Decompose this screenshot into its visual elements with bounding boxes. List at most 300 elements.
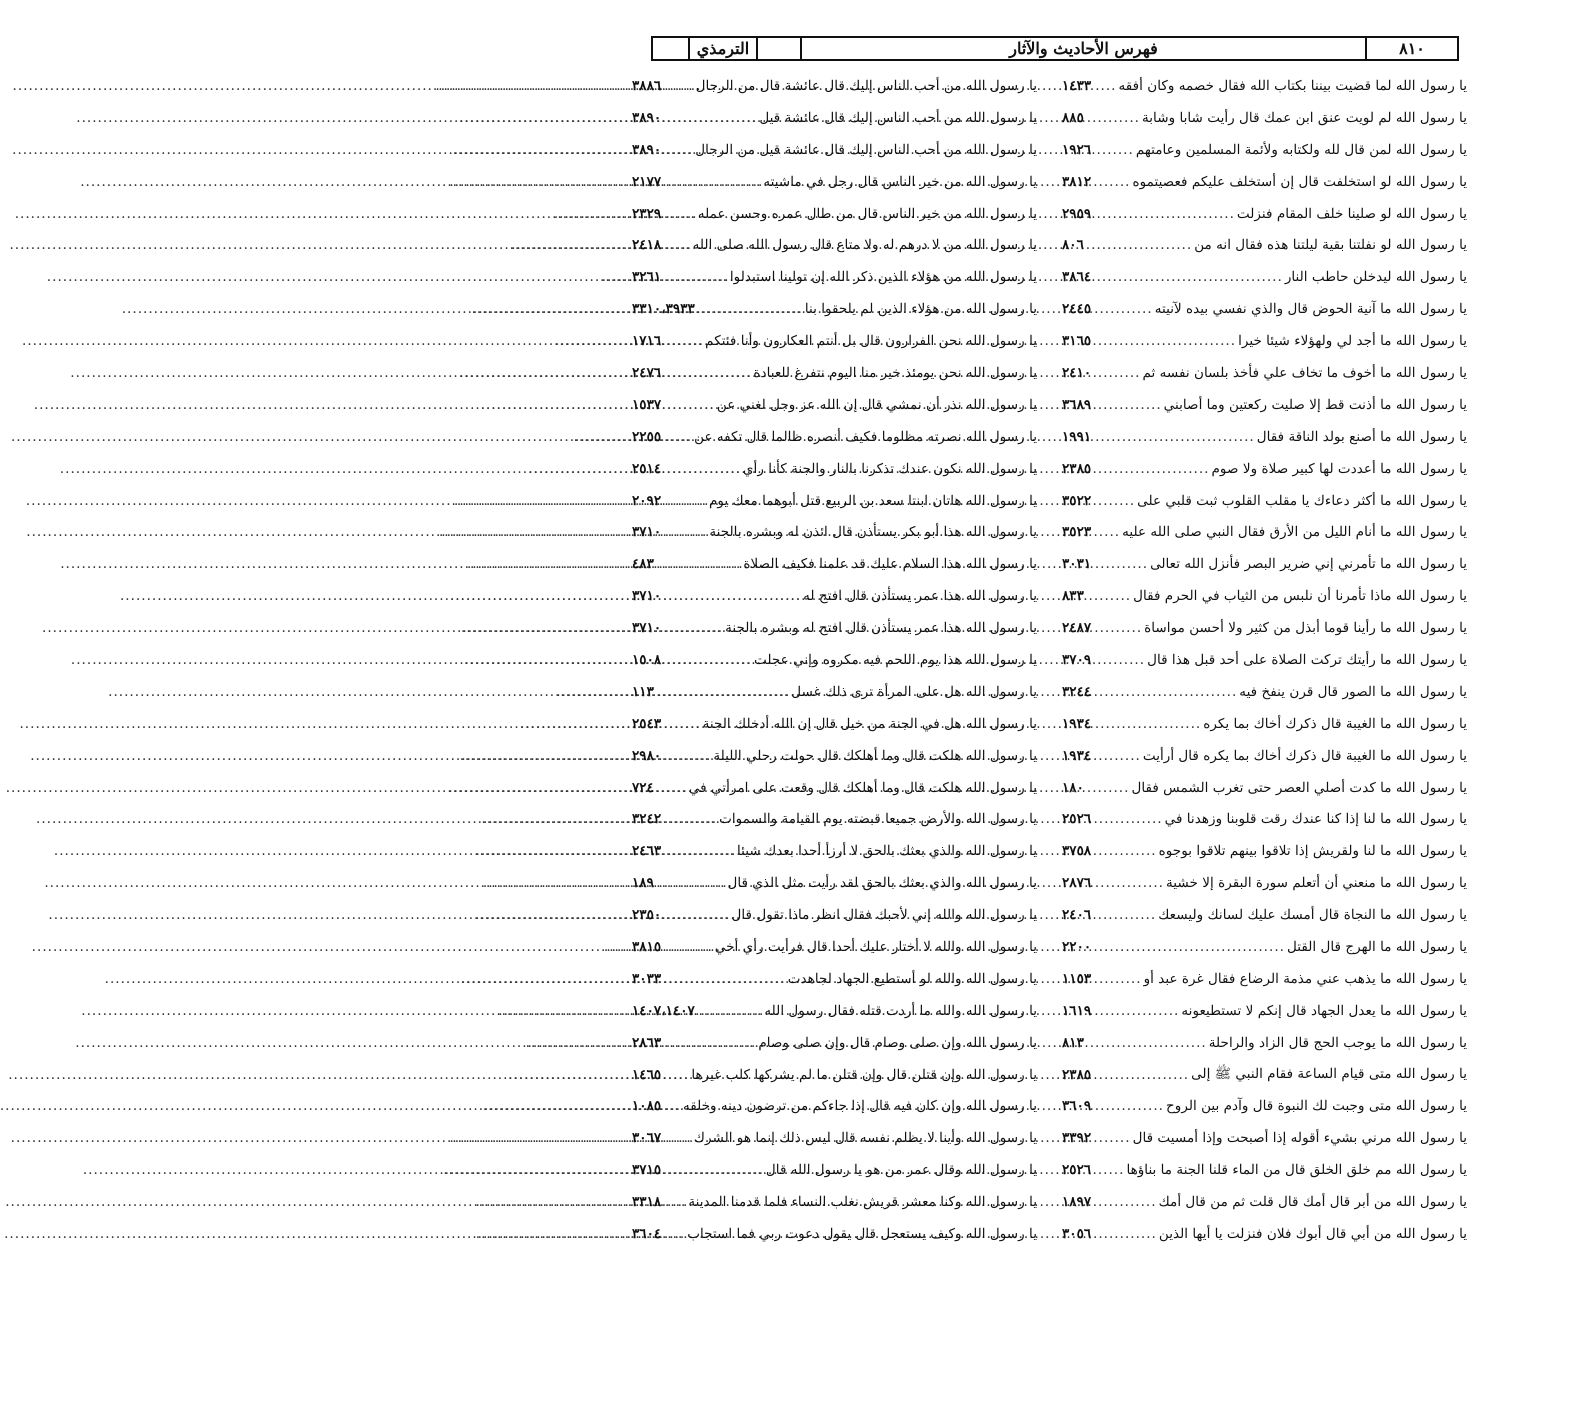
entry-text: يا رسول الله والذي بعثك بالحق لقد رأيت مثل الذي قال xyxy=(727,875,1037,892)
entry-reference: ١٩٣٤ xyxy=(1062,747,1092,764)
index-entry xyxy=(632,1059,1037,1091)
entry-reference: ٨٣٣ xyxy=(1062,588,1084,605)
entry-reference: ٣٨٩٠ xyxy=(632,141,662,158)
entry-text: يا رسول الله لو استخلفت قال إن أستخلف عليكم فعصيتموه xyxy=(1132,173,1467,190)
leader-dots xyxy=(663,716,700,732)
index-entry xyxy=(632,899,1037,931)
entry-reference: ٢٣٢٩ xyxy=(632,205,662,222)
index-entry xyxy=(1062,931,1467,963)
leader-dots xyxy=(663,588,801,604)
entry-text: يا رسول الله ما يذهب عني مذمة الرضاع فقال غرة عبد أو xyxy=(1143,970,1467,987)
leader-dots xyxy=(1093,461,1209,477)
index-entry xyxy=(632,580,1037,612)
entry-text: يا رسول الله والله ما أردت قتله فقال رسول الله xyxy=(764,1002,1037,1019)
entry-text: يا رسول الله ما الغيبة قال ذكرك أخاك بما يكره xyxy=(1203,715,1467,732)
leader-dots xyxy=(663,1098,681,1114)
leader-dots xyxy=(663,907,729,923)
entry-reference: ٨١٣ xyxy=(1062,1034,1084,1051)
entry-text: يا رسول الله وأينا لا يظلم نفسه قال ليس ذلك إنما هو الشرك xyxy=(693,1130,1037,1147)
entry-text: يا رسول الله نصرته مظلوما فكيف أنصره ظالما قال تكفه عن xyxy=(694,428,1037,445)
index-entry xyxy=(632,676,1037,708)
leader-dots xyxy=(697,301,803,317)
leader-dots xyxy=(663,78,693,94)
entry-reference: ٣٧٥٨ xyxy=(1062,843,1092,860)
entry-text: يا رسول الله وكيف يستعجل قال يقول دعوت ربي فما استجاب xyxy=(687,1226,1037,1242)
leader-dots xyxy=(663,843,735,859)
leader-dots xyxy=(1093,1194,1156,1210)
entry-reference: ٣٥٢٢ xyxy=(1062,492,1092,509)
leader-dots xyxy=(1093,1130,1130,1146)
entry-reference: ٤٨٣ xyxy=(632,556,654,573)
entry-reference: ١٧١٦ xyxy=(632,333,662,350)
page-title: فهرس الأحاديث والآثار xyxy=(800,38,1365,59)
index-entry xyxy=(632,134,1037,166)
entry-text: يا رسول الله نذر أن نمشي قال إن الله عز وجل لغني عن xyxy=(716,396,1037,413)
entry-text: يا رسول الله لمن قال لله ولكتابه ولأئمة المسلمين وعامتهم xyxy=(1135,141,1467,158)
entry-reference: ٢٢٠٠ xyxy=(1062,938,1092,955)
index-entry xyxy=(1062,644,1467,676)
index-entry xyxy=(632,803,1037,835)
right-column xyxy=(1062,70,1467,1270)
leader-dots xyxy=(1093,1162,1124,1178)
index-entry xyxy=(1062,867,1467,899)
entry-reference: ٣٥٢٣ xyxy=(1062,524,1092,541)
entry-reference: ٣٣١٨ xyxy=(632,1194,662,1211)
entry-reference: ٣٦٨٩ xyxy=(1062,396,1092,413)
entry-text: يا رسول الله ما أصنع بولد الناقة فقال xyxy=(1256,428,1467,445)
entry-reference: ٣٢٤٤ xyxy=(1062,683,1092,700)
entry-text: يا رسول الله والأرض جميعا قبضته يوم القيامة والسموات xyxy=(719,811,1037,828)
leader-dots xyxy=(1093,365,1140,381)
leader-dots xyxy=(1093,652,1145,668)
entry-reference: ٣٧١٠ xyxy=(632,588,662,605)
leader-dots xyxy=(663,365,751,381)
entry-text: يا رسول الله هل في الجنة من خيل قال إن الله أدخلك الجنة xyxy=(702,715,1037,732)
entry-text: يا رسول الله والذي بعثك بالحق لا أرزأ أحدا بعدك شيئا xyxy=(737,843,1037,860)
leader-dots xyxy=(1093,875,1164,891)
index-entry xyxy=(1062,1027,1467,1059)
index-entry xyxy=(632,1154,1037,1186)
leader-dots xyxy=(663,1130,692,1146)
index-entry xyxy=(632,166,1037,198)
entry-text: يا رسول الله ما أخوف ما تخاف علي فأخذ بلسان نفسه ثم xyxy=(1142,364,1467,381)
entry-text: يا رسول الله ما الهرج قال القتل xyxy=(1286,938,1467,955)
entry-text: يا رسول الله والله لو أستطيع الجهاد لجاهدت xyxy=(787,970,1037,987)
index-entry xyxy=(632,1027,1037,1059)
entry-text: يا رسول الله ما أكثر دعاءك يا مقلب القلوب ثبت قلبي على xyxy=(1137,492,1467,509)
entry-reference: ١٥٠٨ xyxy=(632,651,662,668)
entry-reference: ١٨٩ xyxy=(632,875,654,892)
entry-reference: ٣٨٩٠ xyxy=(632,109,662,126)
entry-reference: ٢٤٧٦ xyxy=(632,364,662,381)
leader-dots xyxy=(663,397,715,413)
index-entry xyxy=(1062,963,1467,995)
index-entry xyxy=(632,485,1037,517)
entry-text: يا رسول الله والله لا أختار عليك أحدا قال فرأيت رأي أخي xyxy=(714,938,1037,955)
leader-dots xyxy=(663,206,696,222)
index-entry xyxy=(1062,548,1467,580)
entry-text: يا رسول الله من لا درهم له ولا متاع قال رسول الله صلى الله xyxy=(692,237,1037,254)
leader-dots xyxy=(663,620,723,636)
entry-reference: ٢٤٦٣ xyxy=(632,843,662,860)
entry-reference: ٢٨٦٣ xyxy=(632,1034,662,1051)
entry-reference: ٣٧١٠ xyxy=(632,620,662,637)
leader-dots xyxy=(1086,588,1131,604)
entry-text: يا رسول الله وإن صلى وصام قال وإن صلى وصام xyxy=(758,1034,1037,1051)
entry-reference: ٢٥١٤ xyxy=(632,460,662,477)
entry-reference: ٢٨٧٦ xyxy=(1062,875,1092,892)
entry-text: يا رسول الله من خير الناس قال من طال عمره وحسن عمله xyxy=(697,205,1037,222)
index-entry xyxy=(1062,389,1467,421)
index-entry xyxy=(632,453,1037,485)
entry-reference: ٣٨١٥ xyxy=(632,938,662,955)
leader-dots xyxy=(1093,142,1134,158)
leader-dots xyxy=(1093,620,1142,636)
entry-text: يا رسول الله ليدخلن حاطب النار xyxy=(1284,269,1467,286)
leader-dots xyxy=(1093,429,1255,445)
entry-reference: ٣١٦٥ xyxy=(1062,333,1092,350)
entry-reference: ٣٢٤٢ xyxy=(632,811,662,828)
leader-dots xyxy=(1093,269,1283,285)
entry-text: يا رسول الله ما يعدل الجهاد قال إنكم لا تستطيعونه xyxy=(1181,1002,1467,1019)
entry-text: يا رسول الله وإن قتلن قال وإن قتلن ما لم يشركها كلب غيرها xyxy=(691,1066,1037,1083)
index-entry xyxy=(1062,1154,1467,1186)
entry-text: يا رسول الله لما قضيت بيننا بكتاب الله فقال خصمه وكان أفقه xyxy=(1118,77,1467,94)
entry-reference: ٣٣٩٢ xyxy=(1062,1130,1092,1147)
index-entry xyxy=(632,357,1037,389)
index-entry xyxy=(632,835,1037,867)
index-entry xyxy=(1062,803,1467,835)
index-entry xyxy=(632,963,1037,995)
entry-text: يا رسول الله ما لنا ولقريش إذا تلاقوا بينهم تلاقوا بوجوه xyxy=(1158,843,1467,860)
left-column xyxy=(632,70,1037,1270)
entry-text: يا رسول الله وكنا معشر قريش نغلب النساء فلما قدمنا المدينة xyxy=(688,1194,1037,1211)
leader-dots xyxy=(1093,1067,1189,1083)
entry-text: يا رسول الله ما أنام الليل من الأرق فقال النبي صلى الله عليه xyxy=(1122,524,1467,541)
entry-reference: ١٤٦٥ xyxy=(632,1066,662,1083)
entry-reference: ٣٠٥٦ xyxy=(1062,1226,1092,1242)
entry-reference: ١١٣ xyxy=(632,683,654,700)
entry-text: يا رسول الله نحن الفرارون قال بل أنتم العكارون وأنا فئتكم xyxy=(705,333,1037,350)
leader-dots xyxy=(663,429,692,445)
entry-reference: ٣٠٦٧ xyxy=(632,1130,662,1147)
entry-text: يا رسول الله والله إني لأحبك فقال انظر ماذا تقول قال xyxy=(731,907,1037,924)
entry-reference: ٣٠٣١ xyxy=(1062,556,1092,573)
entry-text: يا رسول الله ما آنية الحوض قال والذي نفسي بيده لآنيته xyxy=(1154,301,1467,318)
entry-text: يا رسول الله هذا السلام عليك قد علمنا فكيف الصلاة xyxy=(743,556,1037,573)
leader-dots xyxy=(1093,493,1135,509)
index-entry xyxy=(632,102,1037,134)
leader-dots xyxy=(697,1003,763,1019)
index-entry xyxy=(632,931,1037,963)
entry-reference: ٢٣٥٠ xyxy=(632,907,662,924)
index-entry xyxy=(1062,995,1467,1027)
leader-dots xyxy=(1093,811,1162,827)
entry-reference: ٣٨١٢ xyxy=(1062,173,1092,190)
leader-dots xyxy=(663,1035,756,1051)
index-entry xyxy=(632,261,1037,293)
entry-reference: ٨٠٦ xyxy=(1062,237,1084,254)
entry-reference: ١٩٣٤ xyxy=(1062,715,1092,732)
index-entry xyxy=(632,1218,1037,1250)
book-name: الترمذي xyxy=(688,38,758,59)
index-entry xyxy=(1062,835,1467,867)
entry-text: يا رسول الله لو نفلتنا بقية ليلتنا هذه فقال انه من xyxy=(1194,237,1467,254)
leader-dots xyxy=(1093,1226,1157,1242)
index-entry xyxy=(1062,1122,1467,1154)
entry-text: يا رسول الله من هؤلاء الذين ذكر الله إن تولينا استبدلوا xyxy=(729,269,1037,286)
entry-text: يا رسول الله ما النجاة قال أمسك عليك لسانك وليسعك xyxy=(1158,907,1467,924)
index-entry xyxy=(632,548,1037,580)
entry-reference: ٣٠٣٣ xyxy=(632,970,662,987)
entry-reference: ٢٩٥٩ xyxy=(1062,205,1092,222)
entry-text: يا رسول الله نكون عندك تذكرنا بالنار والجنة كأنا رأي xyxy=(742,460,1037,477)
index-entry xyxy=(1062,166,1467,198)
leader-dots xyxy=(663,1067,689,1083)
index-entry xyxy=(1062,580,1467,612)
entry-text: يا رسول الله ما أذنت قط إلا صليت ركعتين وما أصابني xyxy=(1163,396,1467,413)
entry-text: يا رسول الله ماذا تأمرنا أن نلبس من الثياب في الحرم فقال xyxy=(1133,588,1467,605)
entry-reference: ١٨٩٧ xyxy=(1062,1194,1092,1211)
leader-dots xyxy=(1093,716,1201,732)
index-entry xyxy=(632,516,1037,548)
entry-text: يا رسول الله هلكت قال وما أهلكك قال حولت رحلي الليلة xyxy=(713,747,1037,764)
index-entry xyxy=(1062,293,1467,325)
entry-text: يا رسول الله لم لويت عنق ابن عمك قال رأيت شابا وشابة xyxy=(1141,109,1467,126)
entry-text: يا رسول الله من أحب الناس إليك قال عائشة قال من الرجال xyxy=(695,77,1037,94)
index-entry xyxy=(1062,357,1467,389)
index-entry xyxy=(632,1122,1037,1154)
index-entry xyxy=(1062,70,1467,102)
index-entry xyxy=(1062,229,1467,261)
entry-text: يا رسول الله ما الصور قال قرن ينفخ فيه xyxy=(1239,683,1467,700)
index-entry xyxy=(1062,708,1467,740)
index-entry xyxy=(1062,1059,1467,1091)
entry-reference: ٢١٧٧ xyxy=(632,173,662,190)
entry-text: يا رسول الله وقال عمر من هو يا رسول الله قال xyxy=(765,1162,1037,1179)
leader-dots xyxy=(656,684,789,700)
entry-reference: ١١٥٣ xyxy=(1062,970,1092,987)
entry-reference: ٢٥٢٦ xyxy=(1062,811,1092,828)
index-entry xyxy=(632,421,1037,453)
leader-dots xyxy=(663,269,728,285)
entry-reference: ٣٧١٥ xyxy=(632,1162,662,1179)
entry-reference: ٢٤٨٧ xyxy=(1062,620,1092,637)
entry-text: يا رسول الله من أحب الناس إليك قال عائشة قيل xyxy=(759,109,1037,126)
entry-text: يا رسول الله متى وجبت لك النبوة قال وآدم بين الروح xyxy=(1165,1098,1467,1115)
index-entry xyxy=(632,708,1037,740)
entry-reference: ١٥٣٧ xyxy=(632,396,662,413)
entry-reference: ٢٤٠٦ xyxy=(1062,907,1092,924)
entry-reference: ٢٢٥٥ xyxy=(632,428,662,445)
entry-text: يا رسول الله نحن يومئذ خير منا اليوم نتفرغ للعبادة xyxy=(753,364,1037,381)
leader-dots xyxy=(1093,843,1156,859)
entry-text: يا رسول الله ما كدت أصلي العصر حتى تغرب الشمس فقال xyxy=(1131,779,1467,796)
entry-reference: ٣٨٨٦ xyxy=(632,77,662,94)
leader-dots xyxy=(1093,174,1130,190)
index-entry xyxy=(1062,1186,1467,1218)
index-entry xyxy=(1062,740,1467,772)
leader-dots xyxy=(663,1226,685,1242)
leader-dots xyxy=(1093,301,1152,317)
leader-dots xyxy=(663,237,690,253)
entry-reference: ٧٢٤ xyxy=(632,779,654,796)
entry-text: يا رسول الله مم خلق الخلق قال من الماء قلنا الجنة ما بناؤها xyxy=(1126,1162,1467,1179)
index-entry xyxy=(632,70,1037,102)
leader-dots xyxy=(663,110,757,126)
entry-reference: ١٨٠ xyxy=(1062,779,1084,796)
leader-dots xyxy=(1093,1098,1164,1114)
index-entry xyxy=(1062,421,1467,453)
entry-text: يا رسول الله من أبر قال أمك قال قلت ثم من قال أمك xyxy=(1158,1194,1467,1211)
leader-dots xyxy=(1086,1035,1207,1051)
entry-reference: ١٠٨٥ xyxy=(632,1098,662,1115)
leader-dots xyxy=(656,875,726,891)
entry-text: يا رسول الله هلكت قال وما أهلكك قال وقعت على امرأتي في xyxy=(688,779,1037,796)
index-entry xyxy=(632,772,1037,804)
entry-reference: ٢٠٩٢ xyxy=(632,492,662,509)
leader-dots xyxy=(1093,333,1236,349)
entry-text: يا رسول الله وإن كان فيه قال إذا جاءكم من ترضون دينه وخلقه xyxy=(682,1098,1037,1115)
entry-reference: ١٩٢٦ xyxy=(1062,141,1092,158)
index-entry xyxy=(1062,516,1467,548)
index-entry xyxy=(1062,134,1467,166)
leader-dots xyxy=(656,780,687,796)
leader-dots xyxy=(1093,206,1235,222)
header-spacer xyxy=(758,38,800,59)
index-entry xyxy=(1062,772,1467,804)
entry-text: يا رسول الله من أبي قال أبوك فلان فنزلت يا أيها الذين xyxy=(1158,1226,1467,1242)
index-entry xyxy=(1062,453,1467,485)
header-edge xyxy=(653,38,688,59)
entry-reference: ١٤٣٣ xyxy=(1062,77,1092,94)
leader-dots xyxy=(1093,907,1156,923)
entry-text: يا رسول الله ما رأيتك تركت الصلاة على أحد قبل هذا قال xyxy=(1147,651,1467,668)
leader-dots xyxy=(1086,237,1192,253)
leader-dots xyxy=(663,493,707,509)
entry-reference: ٢٤٤٥ xyxy=(1062,301,1092,318)
entry-reference: ٢٣٨٥ xyxy=(1062,460,1092,477)
entry-text: يا رسول الله هذا عمر يستأذن قال افتح له وبشره بالجنة xyxy=(725,620,1037,637)
index-entry xyxy=(632,389,1037,421)
entry-text: يا رسول الله لو صلينا خلف المقام فنزلت xyxy=(1236,205,1467,222)
index-entry xyxy=(632,198,1037,230)
entry-reference: ٣٨٦٤ xyxy=(1062,269,1092,286)
entry-reference: ٣٦٠٤ xyxy=(632,1226,662,1242)
entry-reference: ١٤٠٧،١٤٠٧ xyxy=(632,1002,695,1019)
entry-reference: ٣٦٠٩ xyxy=(1062,1098,1092,1115)
leader-dots xyxy=(663,461,741,477)
index-entry xyxy=(1062,261,1467,293)
leader-dots xyxy=(1086,110,1140,126)
index-entry xyxy=(632,325,1037,357)
index-entry xyxy=(632,995,1037,1027)
leader-dots xyxy=(1093,524,1120,540)
entry-text: يا رسول الله متى قيام الساعة فقام النبي ﷺ إلى xyxy=(1191,1065,1467,1082)
entry-reference: ٢٥٢٦ xyxy=(1062,1162,1092,1179)
entry-text: يا رسول الله من أحب الناس إليك قال عائشة قيل من الرجال xyxy=(695,141,1037,158)
entry-reference: ٨٨٥ xyxy=(1062,109,1084,126)
index-entry xyxy=(1062,676,1467,708)
index-entry xyxy=(632,1091,1037,1123)
entry-text: يا رسول الله مرني بشيء أقوله إذا أصبحت وإذا أمسيت قال xyxy=(1132,1130,1467,1147)
leader-dots xyxy=(1093,684,1237,700)
leader-dots xyxy=(1093,1003,1179,1019)
entry-text: يا رسول الله ما أعددت لها كبير صلاة ولا صوم xyxy=(1211,460,1467,477)
entry-text: يا رسول الله ما لنا إذا كنا عندك رقت قلوبنا وزهدنا في xyxy=(1164,811,1467,828)
entry-text: يا رسول الله ما رأينا قوما أبذل من كثير ولا أحسن مواساة xyxy=(1144,620,1467,637)
entry-reference: ٢٤١٨ xyxy=(632,237,662,254)
entry-text: يا رسول الله هذا يوم اللحم فيه مكروه وإني عجلت xyxy=(754,651,1037,668)
leader-dots xyxy=(1093,78,1116,94)
index-entry xyxy=(1062,612,1467,644)
index-entry xyxy=(632,740,1037,772)
entry-text: يا رسول الله من خير الناس قال رجل في ماشيته xyxy=(763,173,1037,190)
entry-text: يا رسول الله هل على المرأة ترى ذلك غسل xyxy=(791,683,1037,700)
index-entry xyxy=(1062,198,1467,230)
leader-dots xyxy=(656,556,741,572)
index-entry xyxy=(632,293,1037,325)
leader-dots xyxy=(663,811,717,827)
leader-dots xyxy=(1093,556,1148,572)
leader-dots xyxy=(663,142,693,158)
entry-text: يا رسول الله ما تأمرني إني ضرير البصر فأنزل الله تعالى xyxy=(1150,556,1467,573)
entry-reference: ٢٥٤٣ xyxy=(632,715,662,732)
entry-reference: ٣٢٦١ xyxy=(632,269,662,286)
leader-dots xyxy=(1093,397,1161,413)
index-entry xyxy=(1062,325,1467,357)
leader-dots xyxy=(1093,748,1141,764)
leader-dots xyxy=(663,174,761,190)
leader-dots xyxy=(663,524,707,540)
index-entry xyxy=(632,1186,1037,1218)
leader-dots xyxy=(663,971,786,987)
index-entry xyxy=(632,867,1037,899)
entry-text: يا رسول الله من هؤلاء الذين لم يلحقوا بنا xyxy=(804,301,1037,318)
entry-text: يا رسول الله هذا أبو بكر يستأذن قال ائذن له وبشره بالجنة xyxy=(709,524,1037,541)
entry-text: يا رسول الله ما الغيبة قال ذكرك أخاك بما يكره قال أرأيت xyxy=(1142,747,1467,764)
entry-text: يا رسول الله ما يوجب الحج قال الزاد والراحلة xyxy=(1208,1034,1467,1051)
entry-reference: ٢٤١٠ xyxy=(1062,364,1092,381)
index-entry xyxy=(632,229,1037,261)
leader-dots xyxy=(663,939,713,955)
index-entry xyxy=(632,612,1037,644)
leader-dots xyxy=(663,1162,764,1178)
entry-text: يا رسول الله ما منعني أن أتعلم سورة البقرة إلا خشية xyxy=(1166,875,1467,892)
entry-text: يا رسول الله هذا عمر يستأذن قال افتح له xyxy=(803,588,1037,605)
index-entry xyxy=(1062,102,1467,134)
index-entry xyxy=(1062,899,1467,931)
entry-reference: ٢٩٨٠ xyxy=(632,747,662,764)
entry-reference: ٣٣١٠،٣٩٣٣ xyxy=(632,301,695,318)
leader-dots xyxy=(663,748,711,764)
page-number: ٨١٠ xyxy=(1365,38,1457,59)
index-entry xyxy=(1062,1091,1467,1123)
entry-reference: ١٩٩١ xyxy=(1062,428,1092,445)
leader-dots xyxy=(1093,971,1141,987)
leader-dots xyxy=(1086,780,1130,796)
page-header xyxy=(651,36,1459,61)
index-entry xyxy=(1062,485,1467,517)
entry-reference: ٢٣٨٥ xyxy=(1062,1066,1092,1083)
entry-reference: ٣٧١٠ xyxy=(632,524,662,541)
index-columns xyxy=(632,70,1467,1270)
entry-text: يا رسول الله ما أجد لي ولهؤلاء شيئا خيرا xyxy=(1238,333,1467,350)
leader-dots xyxy=(1093,939,1285,955)
leader-dots xyxy=(663,333,703,349)
entry-reference: ١٦١٩ xyxy=(1062,1002,1092,1019)
entry-reference: ٣٧٠٩ xyxy=(1062,651,1092,668)
